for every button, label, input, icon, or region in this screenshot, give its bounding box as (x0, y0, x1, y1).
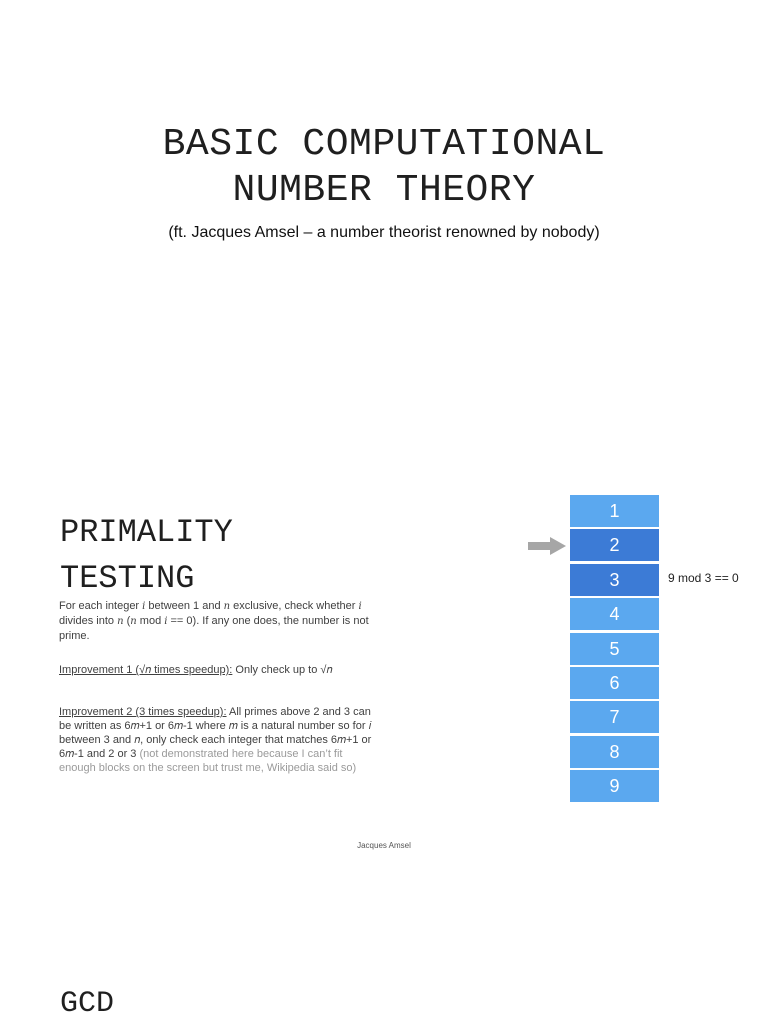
var-n: 𝑛 (130, 616, 137, 627)
arrow-right-icon (528, 537, 566, 555)
improvement-2-text: All primes above 2 and 3 can be written as 6𝑚+1 or 6𝑚-1 where 𝑚 is a natural number so for 𝑖 between 3 and 𝑛, only check each integer that matches 6𝑚+1 or 6𝑚-1 and 2 or 3 (59, 706, 372, 760)
var-n: 𝑛 (223, 601, 231, 612)
number-blocks (570, 495, 659, 805)
gcd-heading: GCD (60, 987, 115, 1021)
improvement-1-label: Improvement 1 (√𝑛 times speedup): (59, 664, 233, 676)
number-block: 7 (570, 701, 659, 733)
improvement-2 (59, 705, 381, 775)
number-block: 1 (570, 495, 659, 527)
p1-text: between 1 and (145, 600, 224, 612)
number-block: 4 (570, 598, 659, 630)
var-n: 𝑛 (117, 616, 124, 627)
primality-description (59, 599, 381, 643)
page-title-line1: BASIC COMPUTATIONAL (162, 123, 606, 166)
page-title-line2: NUMBER THEORY (232, 169, 536, 212)
number-block: 6 (570, 667, 659, 699)
improvement-1-text: Only check up to √𝑛 (232, 664, 333, 676)
var-i: 𝑖 (358, 601, 362, 612)
p1-text: ( (123, 615, 131, 627)
primality-heading-line2: TESTING (60, 560, 195, 597)
p1-text: == 0). If any one does, the number is not prime. (59, 615, 369, 642)
p1-text: exclusive, check whether (230, 600, 359, 612)
p1-text: For each integer (59, 600, 143, 612)
mod-annotation: 9 mod 3 == 0 (668, 571, 739, 585)
primality-heading-line1: PRIMALITY (60, 514, 233, 551)
number-block-active: 3 (570, 564, 659, 596)
var-i: 𝑖 (142, 601, 146, 612)
page-subtitle: (ft. Jacques Amsel – a number theorist renowned by nobody) (168, 224, 600, 241)
var-i: 𝑖 (164, 616, 168, 627)
title-block (0, 122, 768, 242)
number-block: 5 (570, 633, 659, 665)
number-block-active: 2 (570, 529, 659, 561)
number-block: 9 (570, 770, 659, 802)
p1-text: mod (136, 615, 165, 627)
p1-text: divides into (59, 615, 118, 627)
improvement-2-label: Improvement 2 (3 times speedup): (59, 706, 227, 718)
improvement-2-note: (not demonstrated here because I can’t fit enough blocks on the screen but trust me, Wikipedia said so) (59, 748, 357, 774)
primality-heading (60, 510, 460, 602)
number-block: 8 (570, 736, 659, 768)
footer-author: Jacques Amsel (357, 841, 411, 850)
improvement-1 (59, 663, 381, 677)
